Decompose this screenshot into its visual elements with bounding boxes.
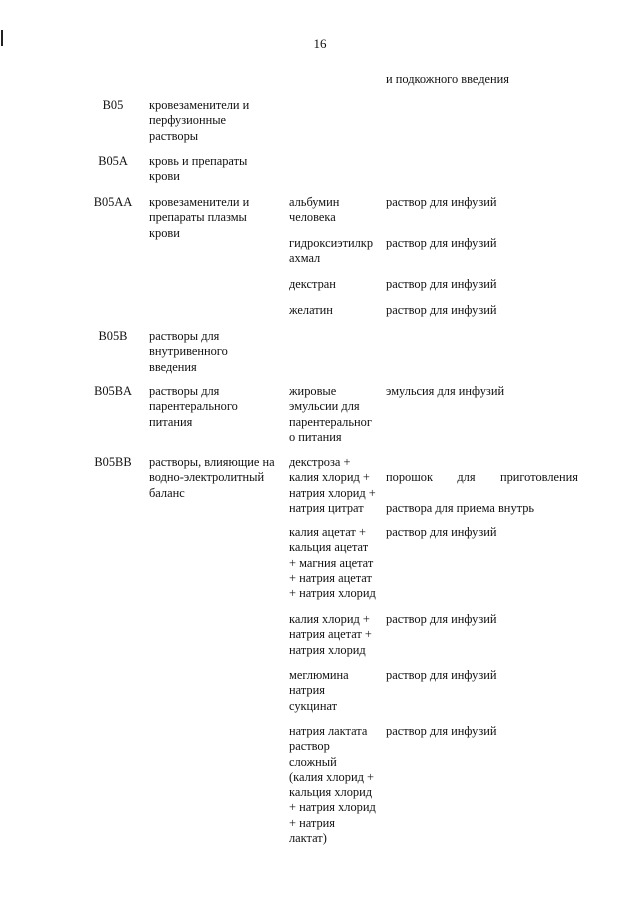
- drug-name: калия хлорид + натрия ацетат + натрия хлорид: [289, 612, 372, 657]
- atc-code: B05BB: [94, 455, 132, 469]
- drug-name: гидроксиэтилкр ахмал: [289, 236, 374, 266]
- drug-name: декстран: [289, 277, 336, 291]
- atc-code: B05B: [98, 329, 128, 343]
- drug-name: альбумин человека: [289, 195, 340, 225]
- dosage-form-word: порошок: [386, 470, 433, 485]
- continued-text: и подкожного введения: [386, 72, 509, 86]
- dosage-form: раствор для инфузий: [386, 724, 497, 738]
- group-name: кровезаменители и препараты плазмы крови: [149, 195, 250, 240]
- drug-name: калия ацетат + кальция ацетат + магния ацетат + натрия ацетат + натрия хлорид: [289, 525, 376, 601]
- dosage-form: раствор для инфузий: [386, 525, 497, 539]
- atc-code: B05: [102, 98, 124, 112]
- dosage-form-word: для: [457, 470, 476, 485]
- drug-name: натрия лактата раствор сложный (калия хлорид + кальция хлорид + натрия хлорид + натрия лактат): [289, 724, 376, 846]
- group-name: растворы для парентерального питания: [149, 384, 238, 429]
- page-number: 16: [313, 36, 327, 51]
- dosage-form: эмульсия для инфузий: [386, 384, 505, 398]
- drug-name: декстроза + калия хлорид + натрия хлорид + натрия цитрат: [289, 455, 376, 515]
- dosage-form: [386, 455, 578, 531]
- atc-code: B05A: [98, 154, 128, 168]
- dosage-form: раствор для инфузий: [386, 303, 497, 317]
- dosage-form: раствор для инфузий: [386, 277, 497, 291]
- dosage-form: раствор для инфузий: [386, 668, 497, 682]
- dosage-form: раствор для инфузий: [386, 236, 497, 250]
- group-name: растворы для внутривенного введения: [149, 329, 228, 374]
- atc-code: B05AA: [93, 195, 133, 209]
- drug-name: жировые эмульсии для парентеральног о питания: [289, 384, 372, 444]
- dosage-form: раствор для инфузий: [386, 195, 497, 209]
- dosage-form-line-justified: [386, 470, 578, 485]
- group-name: растворы, влияющие на водно-электролитный баланс: [149, 455, 275, 500]
- drug-name: желатин: [289, 303, 333, 317]
- atc-code: B05BA: [94, 384, 132, 398]
- dosage-form: раствор для инфузий: [386, 612, 497, 626]
- group-name: кровь и препараты крови: [149, 154, 248, 184]
- dosage-form-word: приготовления: [499, 470, 578, 485]
- group-name: кровезаменители и перфузионные растворы: [149, 98, 250, 143]
- drug-name: меглюмина натрия сукцинат: [289, 668, 349, 713]
- dosage-form-line: раствора для приема внутрь: [386, 500, 535, 515]
